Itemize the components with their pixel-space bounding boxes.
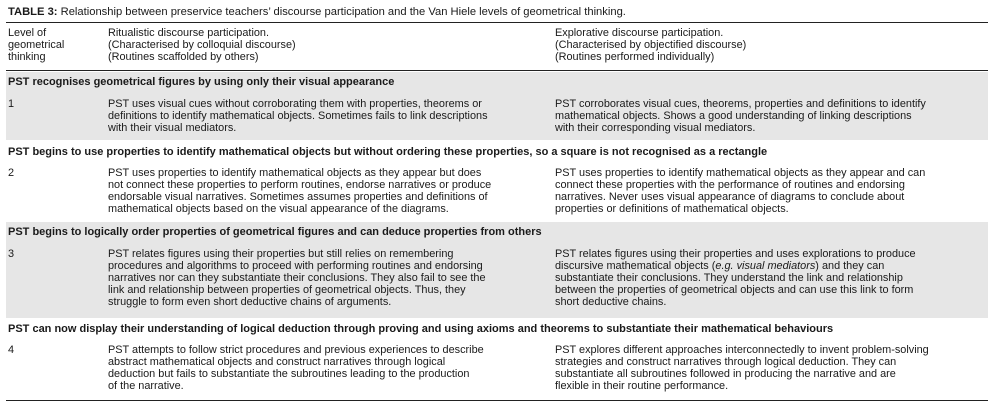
cell-line: [555, 260, 985, 272]
header-level-line: Level of: [8, 27, 47, 39]
header-level: [8, 27, 88, 63]
cell-line: with their visual mediators.: [108, 122, 237, 135]
header-level-line: geometrical: [8, 39, 65, 52]
cell-line: narratives nor can they substantiate their conclusions. They also fail to see the: [108, 272, 486, 285]
explorative-cell: [555, 167, 985, 215]
cell-line: between the properties of geometrical objects and can use this link to form: [555, 284, 914, 297]
cell-line: with their corresponding visual mediators.: [555, 122, 756, 135]
cell-line: PST uses visual cues without corroborating them with properties, theorems or: [108, 98, 482, 110]
cell-line: PST relates figures using their properties but still relies on remembering: [108, 248, 454, 260]
cell-line: definitions to identify mathematical objects. Sometimes fails to link descriptions: [108, 110, 488, 123]
header-explorative-line: (Routines performed individually): [555, 51, 715, 64]
cell-line: flexible in their routine performance.: [555, 380, 729, 393]
header-rule: [6, 70, 988, 71]
cell-line: connect these properties with the performance of routines and endorsing: [555, 179, 905, 192]
explorative-cell: [555, 248, 985, 308]
header-ritualistic-line: Ritualistic discourse participation.: [108, 27, 270, 39]
header-explorative-line: Explorative discourse participation.: [555, 27, 724, 39]
section-title: PST begins to use properties to identify mathematical objects but without ordering these properties, so a square is not recognised as a rectangle: [8, 146, 768, 158]
header-ritualistic: [108, 27, 538, 63]
cell-line: PST relates figures using their properties and uses explorations to produce: [555, 248, 916, 260]
ritualistic-cell: [108, 167, 548, 215]
header-ritualistic-line: (Characterised by colloquial discourse): [108, 39, 296, 52]
cell-line: mathematical objects. Shows a good understanding of linking descriptions: [555, 110, 912, 123]
level-number: 1: [8, 98, 15, 110]
header-level-line: thinking: [8, 51, 46, 64]
caption-text: Relationship between preservice teachers’ discourse participation and the Van Hiele levels of geometrical thinking.: [57, 6, 626, 18]
cell-line: short deductive chains.: [555, 296, 667, 309]
cell-line: link and relationship between properties of geometrical objects. Thus, they: [108, 284, 466, 297]
explorative-cell: [555, 98, 985, 134]
top-rule: [6, 22, 988, 23]
table-caption: [8, 5, 988, 19]
header-ritualistic-line: (Routines scaffolded by others): [108, 51, 259, 64]
cell-line: PST uses properties to identify mathematical objects as they appear and can: [555, 167, 926, 179]
cell-line: properties or definitions of mathematical objects.: [555, 203, 789, 216]
level-number: 3: [8, 248, 15, 260]
cell-text: ) and they can: [815, 260, 885, 273]
caption-label: TABLE 3:: [8, 6, 58, 18]
level-number: 2: [8, 167, 15, 179]
cell-line: PST corroborates visual cues, theorems, properties and definitions to identify: [555, 98, 926, 110]
cell-text: discursive mathematical objects (: [555, 260, 716, 273]
cell-line: mathematical objects based on the visual appearance of the diagrams.: [108, 203, 449, 216]
cell-line: narratives. Never uses visual appearance of diagrams to conclude about: [555, 191, 905, 204]
cell-line: of the narrative.: [108, 380, 184, 393]
bottom-rule: [6, 400, 988, 401]
section-title: PST can now display their understanding of logical deduction through proving and using axioms and theorems to substantiate their mathematical behaviours: [8, 323, 834, 335]
cell-line: abstract mathematical objects and construct narratives through logical: [108, 356, 446, 369]
cell-line: PST uses properties to identify mathematical objects as they appear but does: [108, 167, 482, 179]
header-explorative-line: (Characterised by objectified discourse): [555, 39, 747, 52]
cell-line: endorsable visual narratives. Sometimes assumes properties and definitions of: [108, 191, 488, 204]
header-explorative: [555, 27, 985, 63]
section-title: PST begins to logically order properties of geometrical figures and can deduce properties from others: [8, 226, 542, 238]
cell-line: substantiate their conclusions. They understand the link and relationship: [555, 272, 903, 285]
cell-line: PST attempts to follow strict procedures and previous experiences to describe: [108, 344, 484, 356]
ritualistic-cell: [108, 344, 548, 392]
explorative-cell: [555, 344, 985, 392]
ritualistic-cell: [108, 248, 548, 308]
ritualistic-cell: [108, 98, 548, 134]
cell-line: not connect these properties to perform routines, endorse narratives or produce: [108, 179, 492, 192]
cell-line: deduction but fails to substantiate the subroutines leading to the production: [108, 368, 470, 381]
italic-example: e.g. visual mediators: [715, 260, 816, 273]
cell-line: substantiate all subroutines followed in producing the narrative and are: [555, 368, 896, 381]
cell-line: struggle to form even short deductive chains of arguments.: [108, 296, 392, 309]
level-number: 4: [8, 344, 15, 356]
section-title: PST recognises geometrical figures by using only their visual appearance: [8, 76, 395, 88]
cell-line: PST explores different approaches interconnectedly to invent problem-solving: [555, 344, 929, 356]
cell-line: procedures and algorithms to proceed with performing routines and endorsing: [108, 260, 483, 273]
cell-line: strategies and construct narratives through logical deduction. They can: [555, 356, 897, 369]
